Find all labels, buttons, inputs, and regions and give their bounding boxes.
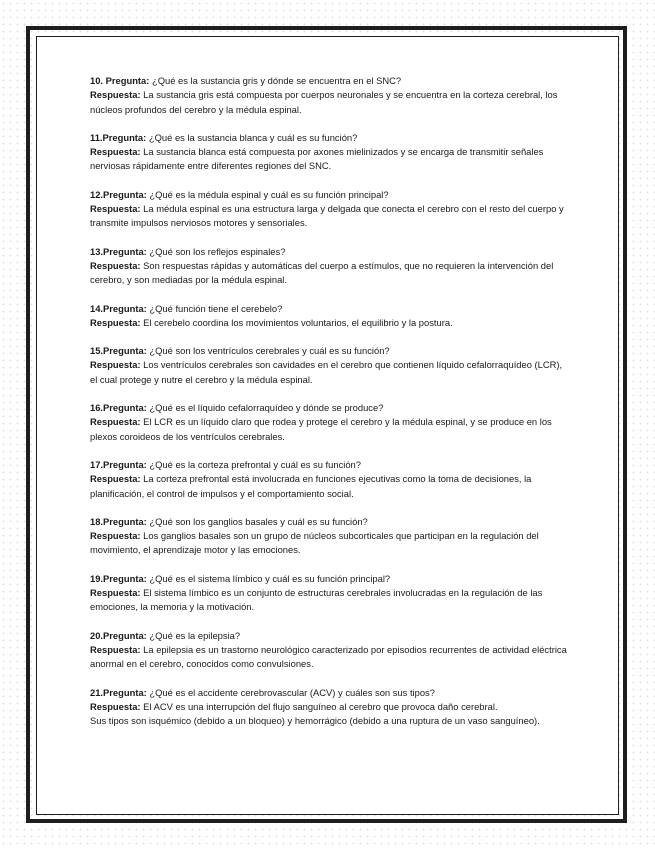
answer-line [90,529,570,558]
question-text: ¿Qué es la sustancia blanca y cuál es su función? [148,131,358,143]
question-label: 21.Pregunta: [90,686,147,698]
question-line [90,629,570,643]
question-line [90,74,570,88]
qa-item-19 [90,572,570,615]
qa-item-11 [90,131,570,174]
answer-label: Respuesta: [90,530,141,542]
answer-line [90,88,570,117]
answer-label: Respuesta: [90,359,141,371]
question-text: ¿Qué es el líquido cefalorraquídeo y dónde se produce? [149,402,384,414]
answer-label: Respuesta: [90,146,141,158]
answer-label: Respuesta: [90,643,141,655]
question-line [90,188,570,202]
question-line [90,515,570,529]
answer-line [90,586,570,615]
answer-line [90,358,570,387]
answer-text: El sistema límbico es un conjunto de estructuras cerebrales involucradas en la regulación de las emociones, la memoria y la motivación. [90,587,543,613]
question-label: 10. Pregunta: [90,75,150,86]
answer-text: Los ganglios basales son un grupo de núcleos subcorticales que participan en la regulación del movimiento, el aprendizaje motor y las emociones. [90,530,539,556]
answer-label: Respuesta: [90,473,141,485]
answer-text: La corteza prefrontal está involucrada en funciones ejecutivas como la toma de decisiones, la planificación, el control de impulsos y el comportamiento social. [90,473,532,499]
qa-document-body [90,74,570,742]
question-text: ¿Qué es la corteza prefrontal y cuál es su función? [149,458,361,470]
answer-text: El LCR es un líquido claro que rodea y protege el cerebro y la médula espinal, y se produce en los plexos coroideos de los ventrículos cerebrales. [90,416,552,442]
question-line [90,131,570,145]
answer-text: La sustancia blanca está compuesta por axones mielinizados y se encarga de transmitir señales nerviosas rápidamente entre diferentes regiones del SNC. [90,146,544,172]
answer-line [90,472,570,501]
qa-item-10 [90,74,570,117]
qa-item-21 [90,686,570,729]
answer-line [90,643,570,672]
question-line [90,302,570,316]
answer-text: Los ventrículos cerebrales son cavidades en el cerebro que contienen líquido cefalorraquídeo (LCR), el cual protege y nutre el cerebro y la médula espinal. [90,359,563,385]
question-text: ¿Qué función tiene el cerebelo? [149,302,283,314]
question-label: 16.Pregunta: [90,402,147,414]
question-line [90,458,570,472]
question-label: 11.Pregunta: [90,131,147,143]
question-text: ¿Qué son los reflejos espinales? [149,245,286,257]
question-label: 17.Pregunta: [90,458,147,470]
qa-item-16 [90,401,570,444]
answer-label: Respuesta: [90,587,141,599]
question-line [90,572,570,586]
qa-item-12 [90,188,570,231]
answer-label: Respuesta: [90,416,141,428]
question-line [90,686,570,700]
answer-line [90,145,570,174]
question-text: ¿Qué es el sistema límbico y cuál es su función principal? [149,572,391,584]
answer-line [90,700,570,714]
question-label: 12.Pregunta: [90,188,147,200]
answer-text: El cerebelo coordina los movimientos voluntarios, el equilibrio y la postura. [143,316,453,328]
question-label: 14.Pregunta: [90,302,147,314]
answer-line [90,316,570,330]
question-text: ¿Qué son los ganglios basales y cuál es su función? [149,515,368,527]
answer-label: Respuesta: [90,316,141,328]
qa-item-14 [90,302,570,331]
answer-line [90,415,570,444]
question-label: 20.Pregunta: [90,629,147,641]
question-label: 15.Pregunta: [90,345,147,357]
answer-label: Respuesta: [90,700,141,712]
answer-label: Respuesta: [90,89,141,101]
question-label: 19.Pregunta: [90,572,147,584]
question-text: ¿Qué es la epilepsia? [149,629,241,641]
answer-text: Son respuestas rápidas y automáticas del cuerpo a estímulos, que no requieren la intervención del cerebro, y son mediadas por la médula espinal. [90,259,554,286]
qa-item-15 [90,344,570,387]
answer-continuation: Sus tipos son isquémico (debido a un bloqueo) y hemorrágico (debido a una ruptura de un vaso sanguíneo). [90,715,540,727]
answer-label: Respuesta: [90,259,141,271]
question-line [90,245,570,259]
answer-label: Respuesta: [90,203,141,215]
question-text: ¿Qué es la médula espinal y cuál es su función principal? [149,188,389,200]
answer-text: La sustancia gris está compuesta por cuerpos neuronales y se encuentra en la corteza cerebral, los núcleos profundos del cerebro y la médula espinal. [90,89,558,115]
question-line [90,344,570,358]
answer-line [90,259,570,288]
question-label: 18.Pregunta: [90,515,147,527]
question-label: 13.Pregunta: [90,245,147,257]
answer-text: La epilepsia es un trastorno neurológico caracterizado por episodios recurrentes de actividad eléctrica anormal en el cerebro, conocidos como convulsiones. [90,643,567,670]
qa-item-13 [90,245,570,288]
answer-text: El ACV es una interrupción del flujo sanguíneo al cerebro que provoca daño cerebral. [143,700,498,712]
question-text: ¿Qué es el accidente cerebrovascular (ACV) y cuáles son sus tipos? [149,686,435,698]
answer-line [90,202,570,231]
answer-text: La médula espinal es una estructura larga y delgada que conecta el cerebro con el resto del cuerpo y transmite impulsos nerviosos motores y sensoriales. [90,203,564,229]
question-line [90,401,570,415]
qa-item-20 [90,629,570,672]
question-text: ¿Qué son los ventrículos cerebrales y cuál es su función? [149,345,390,357]
question-text: ¿Qué es la sustancia gris y dónde se encuentra en el SNC? [152,75,402,86]
qa-item-18 [90,515,570,558]
qa-item-17 [90,458,570,501]
